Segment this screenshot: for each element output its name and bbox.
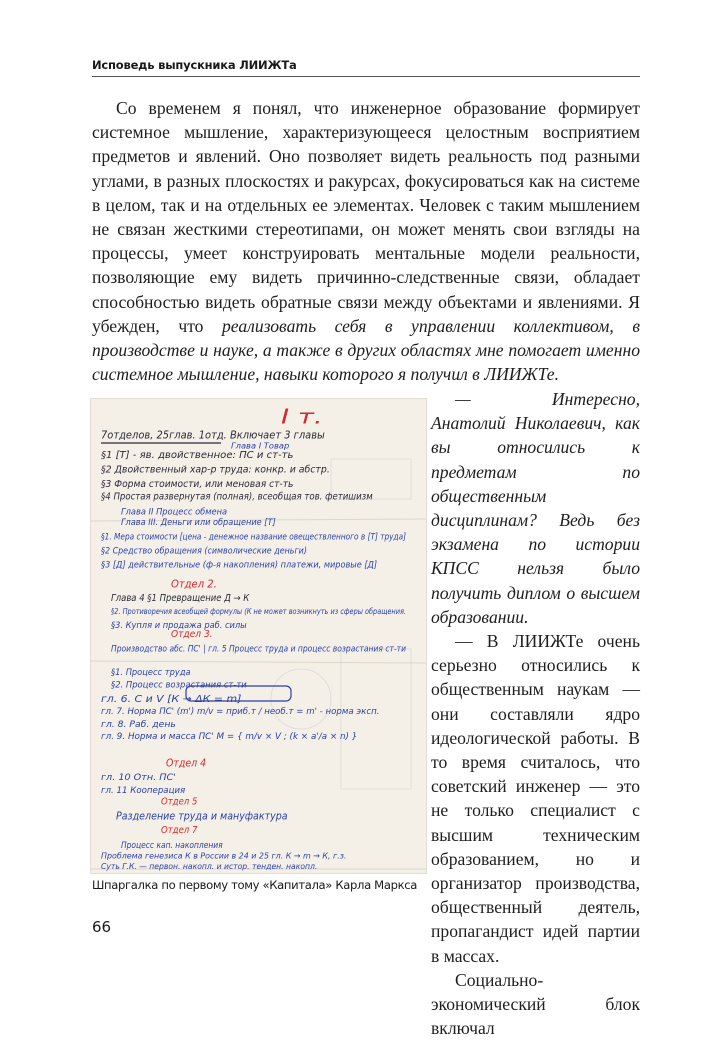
handwritten-notes-image — [91, 399, 426, 873]
handwritten-line: §1 [Т] - яв. двойственное: ПС и ст-ть — [101, 450, 294, 462]
handwritten-line: §2. Процесс возрастания ст-ти — [111, 680, 247, 691]
show-through-circle — [271, 669, 331, 729]
handwritten-line: §2. Противоречия всеобщей формулы (К не может возникнуть из сферы обращения. — [111, 606, 406, 616]
handwritten-line: 7отделов, 25глав. 1отд. Включает 3 главы — [101, 429, 325, 442]
handwritten-line: §2 Средство обращения (символические деньги) — [101, 546, 307, 557]
right-column — [431, 387, 640, 1040]
paper-fold-line — [91, 661, 426, 663]
handwritten-line: Глава I Товар — [231, 441, 290, 451]
handwritten-line: §1. Мера стоимости [цена - денежное название овеществленного в [Т] труда] — [101, 532, 406, 543]
figure-caption: Шпаргалка по первому тому «Капитала» Карла Маркса — [92, 878, 418, 892]
interviewer-question: — Интересно, Анатолий Николаевич, как вы относились к предметам по общественным дисциплинам? Ведь без экзамена по истории КПСС нельзя было получить диплом о высшем образовании. — [431, 389, 640, 627]
handwritten-line: гл. 7. Норма ПС' (m') m/v = приб.т / необ.т = m' - норма эксп. — [101, 707, 380, 717]
handwritten-line: §3 Форма стоимости, или меновая ст-ть — [101, 478, 294, 490]
handwritten-line: Разделение труда и мануфактура — [116, 809, 288, 823]
intro-paragraph — [92, 96, 640, 386]
handwritten-line: Отдел 7 — [161, 824, 198, 836]
show-through-box — [341, 649, 411, 789]
handwritten-line: Отдел 3. — [171, 629, 213, 641]
handwritten-line: Глава II Процесс обмена — [121, 507, 228, 518]
handwritten-line: Отдел 4 — [166, 756, 207, 770]
handwritten-line: Проблема генезиса К в России в 24 и 25 гл. К → m → К, г.з. — [101, 851, 347, 861]
handwritten-line: Процесс кап. накопления — [121, 840, 223, 851]
intro-paragraph-italic-text: реализовать себя в управлении коллективом, в производстве и науке, а также в других областях мне помогает именно системное мышление, навыки которого я получил в ЛИИЖТе. — [92, 315, 640, 385]
handwritten-line: Суть Г.К. — первон. накопл. и истор. тенден. накопл. — [101, 862, 318, 871]
continuation-paragraph: Социально-экономический блок включал — [431, 969, 640, 1039]
handwritten-line: Глава III. Деньги или обращение [Т] — [121, 518, 276, 529]
handwritten-line: гл. 8. Раб. день — [101, 719, 176, 730]
handwritten-line: гл. 11 Кооперация — [101, 786, 186, 796]
handwritten-line: Отдел 2. — [171, 577, 217, 591]
handwritten-line: Глава 4 §1 Превращение Д → К — [111, 593, 251, 605]
handwritten-line: гл. 10 Отн. ПС' — [101, 773, 176, 784]
figure-handwritten-notes-photo — [90, 398, 427, 874]
handwritten-line: гл. 6. C и V [К → ΔК = m] — [101, 693, 242, 705]
handwritten-line: гл. 9. Норма и масса ПС' M = { m/v × V ; (k × a'/a × n) } — [101, 731, 358, 742]
handwritten-line: I т. — [281, 404, 323, 429]
handwritten-line: §2 Двойственный хар-р труда: конкр. и абстр. — [101, 464, 346, 476]
handwritten-line: Отдел 5 — [161, 796, 198, 808]
handwritten-line: Производство абс. ПС' | гл. 5 Процесс труда и процесс возрастания ст-ти — [111, 644, 407, 655]
handwritten-line: §1. Процесс труда — [111, 667, 191, 678]
intro-paragraph-regular-text: Со временем я понял, что инженерное образование формирует системное мышление, характеризующееся целостным восприятием предметов и явлений. Оно позволяет видеть реальность под разными углами, в разных плоскостях и ракурсах, фокусироваться как на системе в целом, так и на отдельных ее элементах. Человек с таким мышлением не связан жесткими стереотипами, он может менять свои взгляды на процессы, умеет конструировать ментальные модели реальности, позволяющие ему видеть причинно-следственные связи, обладает способностью видеть обратные связи между объектами и явлениями. Я убежден, что — [92, 98, 640, 336]
running-header: Исповедь выпускника ЛИИЖТа — [92, 58, 640, 77]
page-number: 66 — [92, 918, 112, 936]
interviewee-answer: — В ЛИИЖТе очень серьезно относились к общественным наукам — они составляли ядро идеологической работы. В то время считалось, что советский инженер — это не только специалист с высшим техническим образованием, но и организатор производства, общественный деятель, пропагандист идей партии в массах. — [431, 631, 640, 966]
handwritten-line: §3 [Д] действительные (ф-я накопления) платежи, мировые [Д] — [101, 560, 378, 571]
handwritten-line: §4 Простая развернутая (полная), всеобщая тов. фетишизм — [101, 491, 373, 503]
handwritten-line: §3. Купля и продажа раб. силы — [111, 621, 247, 632]
